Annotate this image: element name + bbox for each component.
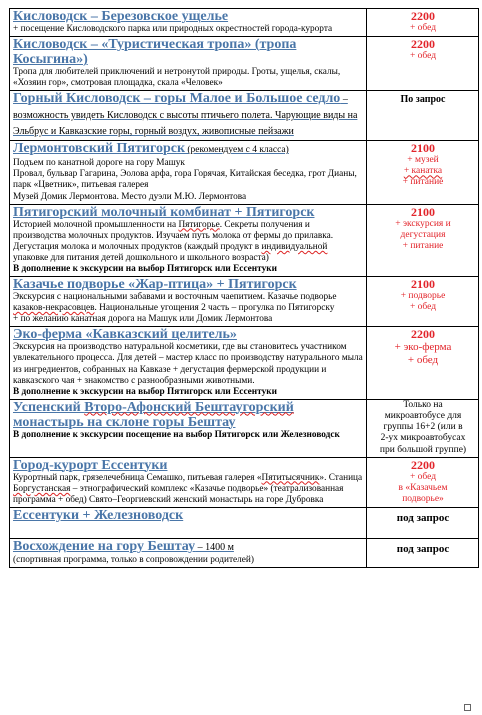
desc-text: Пятитысячник bbox=[261, 472, 320, 483]
tour-price: 2200 bbox=[411, 37, 435, 52]
tour-price: 2200 bbox=[411, 457, 435, 472]
tour-title bbox=[13, 141, 364, 158]
tour-description-line: Провал, бульвар Гагарина, Эолова арфа, гора Горячая, Китайская беседка, грот Дианы, парк «Цветник», питьевая галерея bbox=[13, 169, 357, 191]
table-row bbox=[10, 9, 479, 37]
desc-text: – этнографический комплекс «Казачье подворье» (театрализованная программа + обед) Свято–Георгиевский женский монастырь на горе Дубровка bbox=[13, 483, 344, 505]
tour-price-document bbox=[9, 8, 473, 568]
price-cell bbox=[367, 327, 479, 399]
desc-text: индивидуальной bbox=[261, 241, 328, 252]
price-extra: подворье» bbox=[402, 493, 444, 504]
price-extra: + питание bbox=[402, 177, 444, 188]
tour-price: 2200 bbox=[411, 9, 435, 23]
tour-price: 2200 bbox=[411, 327, 435, 342]
tour-title: Кисловодск – «Туристическая тропа» (тропа Косыгина») bbox=[13, 37, 297, 68]
desc-text: Экскурсия с национальными забавами и восточным чаепитием. Казачье подворье bbox=[13, 292, 337, 303]
price-cell bbox=[367, 399, 479, 457]
tour-description-line: + по желанию канатная дорога на Машук или Домик Лермонтова bbox=[13, 314, 273, 325]
tour-addition: В дополнение к экскурсии на выбор Пятигорск или Ессентуки bbox=[13, 386, 277, 397]
transport-note-line: группы 16+2 (или в bbox=[383, 422, 463, 433]
tour-title-text: монастырь на склоне горы Бештау bbox=[13, 414, 236, 430]
transport-note-line: при большой группе) bbox=[379, 444, 467, 455]
price-extra: + подворье bbox=[400, 291, 446, 302]
tour-title-tail: – 1400 м bbox=[195, 541, 234, 553]
price-on-request: под запрос bbox=[396, 542, 450, 555]
price-extra: + обед bbox=[409, 471, 437, 482]
tour-title-text: Восхождение на гору Бештау bbox=[13, 538, 196, 554]
table-row bbox=[10, 91, 479, 141]
price-cell bbox=[367, 9, 479, 37]
price-extra: + питание bbox=[402, 240, 444, 251]
desc-text: . Секреты получения и производства молочных продуктов. Изучаем путь молока от фермы до прилавка. Дегустация молока и молочных продуктов (каждый продукт в bbox=[13, 219, 334, 252]
transport-note-line: Только на bbox=[403, 399, 443, 410]
price-on-request: По запрос bbox=[400, 94, 446, 106]
desc-text: . Национальные угощения 2 часть – прогулка по Пятигорску bbox=[94, 303, 335, 314]
price-extra-text: + канатка bbox=[403, 166, 443, 177]
table-row bbox=[10, 277, 479, 327]
table-row bbox=[10, 538, 479, 567]
table-row bbox=[10, 399, 479, 457]
tour-cell bbox=[10, 327, 367, 399]
tour-title-text: Успенский bbox=[13, 399, 85, 415]
tour-title-tail: – возможность увидеть Кисловодск с высоты птичьего полета. Чарующие виды на Эльбрус и Кавказские горы, горный воздух, живописные пейзажи bbox=[13, 94, 358, 138]
tour-cell bbox=[10, 9, 367, 37]
tour-price-table bbox=[9, 8, 479, 568]
price-extra: в «Казачьем bbox=[398, 482, 448, 493]
table-row bbox=[10, 457, 479, 507]
price-extra: + эко-ферма bbox=[394, 341, 452, 354]
tour-price: 2100 bbox=[411, 141, 435, 156]
tour-description: (спортивная программа, только в сопровождении родителей) bbox=[13, 554, 254, 565]
transport-note-line: 2-ух микроавтобусах bbox=[380, 433, 466, 444]
desc-text: Историей молочной промышленности на bbox=[13, 219, 179, 230]
tour-cell bbox=[10, 204, 367, 276]
tour-title: Кисловодск – Березовское ущелье bbox=[13, 9, 229, 24]
tour-cell bbox=[10, 538, 367, 567]
price-extra: + обед bbox=[409, 51, 437, 62]
desc-text: Курортный парк, грязелечебница Семашко, питьевая галерея « bbox=[13, 472, 262, 483]
desc-text: ». Станица bbox=[319, 472, 363, 483]
tour-cell bbox=[10, 277, 367, 327]
tour-title bbox=[13, 91, 364, 139]
tour-cell bbox=[10, 91, 367, 141]
tour-addition: В дополнение к экскурсии посещение на выбор Пятигорск или Железноводск bbox=[13, 429, 340, 440]
price-cell bbox=[367, 141, 479, 204]
tour-price: 2100 bbox=[411, 204, 435, 219]
desc-text: Боргустанская bbox=[13, 483, 71, 494]
tour-cell bbox=[10, 37, 367, 91]
table-resize-handle[interactable] bbox=[464, 704, 471, 711]
table-row bbox=[10, 204, 479, 276]
table-row bbox=[10, 37, 479, 91]
tour-description: Тропа для любителей приключений и нетронутой природы. Гроты, ущелья, скалы, «Хозяин гор», смотровая площадка, скала «Человек» bbox=[13, 67, 341, 89]
desc-text: Пятигорье bbox=[178, 219, 220, 230]
price-extra: + музей bbox=[407, 155, 439, 166]
tour-title: Эко-ферма «Кавказский целитель» bbox=[13, 327, 237, 343]
price-extra: дегустация bbox=[400, 229, 446, 240]
tour-description-line: Подъем по канатной дороге на гору Машук bbox=[13, 158, 185, 169]
tour-description bbox=[13, 473, 364, 506]
price-extra: + обед bbox=[409, 302, 437, 313]
price-cell bbox=[367, 37, 479, 91]
desc-text: упаковке для питания детей дошкольного и школьного возраста) bbox=[13, 252, 269, 263]
price-cell bbox=[367, 277, 479, 327]
tour-title bbox=[13, 400, 364, 430]
tour-cell bbox=[10, 507, 367, 538]
price-extra: + экскурсия и bbox=[395, 218, 451, 229]
table-row bbox=[10, 507, 479, 538]
tour-price: 2100 bbox=[411, 277, 435, 292]
tour-description bbox=[13, 220, 364, 264]
tour-title: Пятигорский молочный комбинат + Пятигорск bbox=[13, 204, 315, 220]
tour-title: Ессентуки + Железноводск bbox=[13, 507, 184, 523]
tour-description: + посещение Кисловодского парка или природных окрестностей города-курорта bbox=[13, 24, 333, 34]
tour-title-text: Горный Кисловодск – горы Малое и Большое седло bbox=[13, 91, 341, 107]
price-on-request: под запрос bbox=[396, 511, 450, 524]
price-cell bbox=[367, 204, 479, 276]
tour-cell bbox=[10, 141, 367, 204]
tour-description: Экскурсия на производство натуральной косметики, где вы становитесь участником увлекательного процесса. Для детей – мастер класс по производству натурального мыла из ингредиентов, собранных на Кавказе + дегустация фермерской продукции и кавказского чая + знакомство с разнообразными животными. bbox=[13, 342, 363, 386]
tour-cell bbox=[10, 457, 367, 507]
price-cell bbox=[367, 538, 479, 567]
price-extra: + обед bbox=[407, 354, 439, 367]
price-extra bbox=[370, 166, 476, 177]
transport-note-line: микроавтобусе для bbox=[384, 410, 462, 421]
price-extra: + обед bbox=[409, 23, 437, 33]
tour-title: Город-курорт Ессентуки bbox=[13, 457, 168, 473]
table-row bbox=[10, 327, 479, 399]
desc-text: казаков-некрасовцев bbox=[13, 303, 95, 314]
tour-title: Казачье подворье «Жар-птица» + Пятигорск bbox=[13, 277, 297, 293]
tour-title-note: (рекомендуем с 4 класса) bbox=[185, 145, 289, 156]
table-row bbox=[10, 141, 479, 204]
tour-title bbox=[13, 539, 364, 555]
tour-cell bbox=[10, 399, 367, 457]
tour-title-text: Второ-Афонский Бештаугорский bbox=[84, 399, 294, 415]
tour-description-line: Музей Домик Лермонтова. Место дуэли М.Ю. Лермонтова bbox=[13, 191, 247, 202]
price-cell bbox=[367, 91, 479, 141]
tour-title-text: Лермонтовский Пятигорск bbox=[13, 141, 186, 157]
price-cell bbox=[367, 457, 479, 507]
price-cell bbox=[367, 507, 479, 538]
tour-addition: В дополнение к экскурсии на выбор Пятигорск или Ессентуки bbox=[13, 264, 277, 275]
tour-description bbox=[13, 292, 364, 314]
